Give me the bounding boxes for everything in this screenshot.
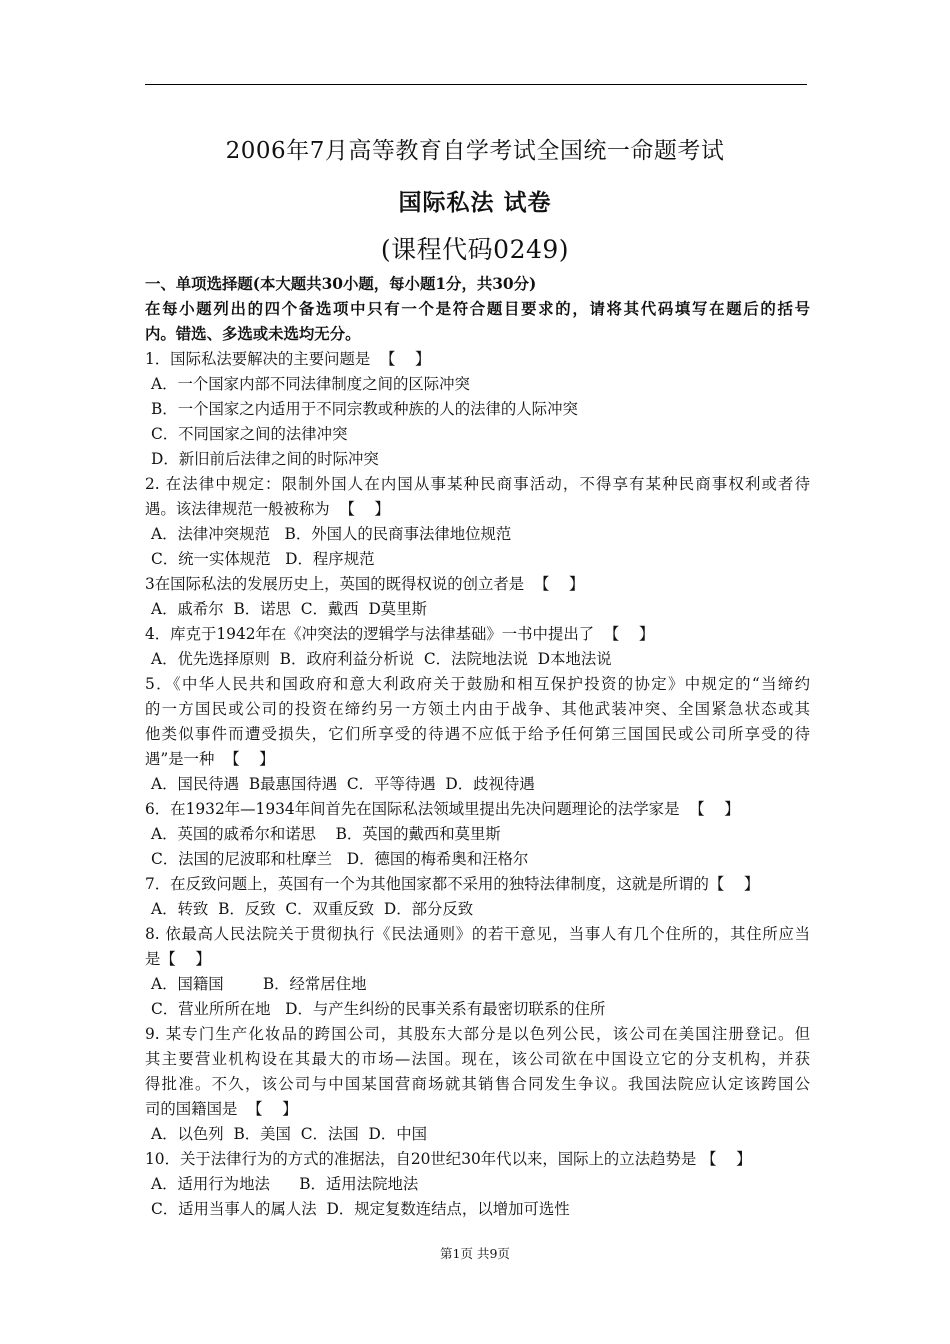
- question-list: [145, 347, 810, 1222]
- answer-option-line: C．营业所所在地 D．与产生纠纷的民事关系有最密切联系的住所: [151, 1000, 606, 1018]
- answer-option-line: A．转致 B．反致 C．双重反致 D．部分反致: [151, 900, 474, 918]
- question-text-line: 的一方国民或公司的投资在缔约另一方领土内由于战争、其他武装冲突、全国紧急状态或其: [145, 700, 810, 718]
- header-rule: [145, 84, 807, 85]
- question-text-line: 3在国际私法的发展历史上，英国的既得权说的创立者是 【 】: [145, 575, 585, 593]
- exam-content: [145, 272, 810, 1222]
- answer-option-line: A．国民待遇 B最惠国待遇 C．平等待遇 D．歧视待遇: [151, 775, 535, 793]
- section-instruction-line-1: 在每小题列出的四个备选项中只有一个是符合题目要求的，请将其代码填写在题后的括号: [145, 300, 810, 318]
- question-text-line: 8. 依最高人民法院关于贯彻执行《民法通则》的若干意见，当事人有几个住所的，其住所应当: [145, 925, 810, 943]
- question-text-line: 是【 】: [145, 950, 211, 968]
- answer-option-line: C．法国的尼波耶和杜摩兰 D．德国的梅希奥和汪格尔: [151, 850, 529, 868]
- answer-option-line: A．优先选择原则 B．政府利益分析说 C．法院地法说 D本地法说: [151, 650, 612, 668]
- subject-title: 国际私法 试卷: [398, 189, 552, 216]
- answer-option-line: D．新旧前后法律之间的时际冲突: [151, 450, 379, 468]
- answer-option-line: C．适用当事人的属人法 D．规定复数连结点，以增加可选性: [151, 1200, 570, 1218]
- answer-option-line: A．适用行为地法 B．适用法院地法: [151, 1175, 419, 1193]
- answer-option-line: C．不同国家之间的法律冲突: [151, 425, 348, 443]
- section-instruction-line-2: 内。错选、多选或未选均无分。: [145, 325, 361, 343]
- answer-option-line: A．以色列 B．美国 C．法国 D．中国: [151, 1125, 427, 1143]
- question-text-line: 10．关于法律行为的方式的准据法，自20世纪30年代以来，国际上的立法趋势是 【 】: [145, 1150, 752, 1168]
- answer-option-line: A．国籍国 B．经常居住地: [151, 975, 367, 993]
- question-text-line: 他类似事件而遭受损失，它们所享受的待遇不应低于给予任何第三国国民或公司所享受的待: [145, 725, 810, 743]
- course-code: (课程代码0249): [380, 235, 570, 264]
- question-text-line: 4．库克于1942年在《冲突法的逻辑学与法律基础》一书中提出了 【 】: [145, 625, 655, 643]
- page-footer: 第1页 共9页: [440, 1246, 510, 1261]
- question-text-line: 遇。该法律规范一般被称为 【 】: [145, 500, 390, 518]
- answer-option-line: B．一个国家之内适用于不同宗教或种族的人的法律的人际冲突: [151, 400, 578, 418]
- question-text-line: 9. 某专门生产化妆品的跨国公司，其股东大部分是以色列公民，该公司在美国注册登记。但: [145, 1025, 810, 1043]
- answer-option-line: A．法律冲突规范 B．外国人的民商事法律地位规范: [151, 525, 512, 543]
- question-text-line: 司的国籍国是 【 】: [145, 1100, 298, 1118]
- question-text-line: 2. 在法律中规定：限制外国人在内国从事某种民商事活动，不得享有某种民商事权利或者待: [145, 475, 810, 493]
- answer-option-line: A．戚希尔 B．诺思 C．戴西 D莫里斯: [151, 600, 427, 618]
- answer-option-line: C．统一实体规范 D．程序规范: [151, 550, 375, 568]
- question-text-line: 5．《中华人民共和国政府和意大利政府关于鼓励和相互保护投资的协定》中规定的“当缔约: [145, 675, 810, 693]
- answer-option-line: A．英国的戚希尔和诺思 B．英国的戴西和莫里斯: [151, 825, 501, 843]
- question-text-line: 遇”是一种 【 】: [145, 750, 275, 768]
- exam-title: 2006年7月高等教育自学考试全国统一命题考试: [225, 138, 725, 164]
- answer-option-line: A．一个国家内部不同法律制度之间的区际冲突: [151, 375, 470, 393]
- question-text-line: 得批准。不久，该公司与中国某国营商场就其销售合同发生争议。我国法院应认定该跨国公: [145, 1075, 810, 1093]
- question-text-line: 其主要营业机构设在其最大的市场—法国。现在，该公司欲在中国设立它的分支机构，并获: [145, 1050, 810, 1068]
- question-text-line: 1．国际私法要解决的主要问题是 【 】: [145, 350, 431, 368]
- question-text-line: 7．在反致问题上，英国有一个为其他国家都不采用的独特法律制度，这就是所谓的【 】: [145, 875, 760, 893]
- section-heading: 一、单项选择题(本大题共30小题，每小题1分，共30分): [145, 275, 537, 293]
- question-text-line: 6．在1932年—1934年间首先在国际私法领域里提出先决问题理论的法学家是 【 】: [145, 800, 740, 818]
